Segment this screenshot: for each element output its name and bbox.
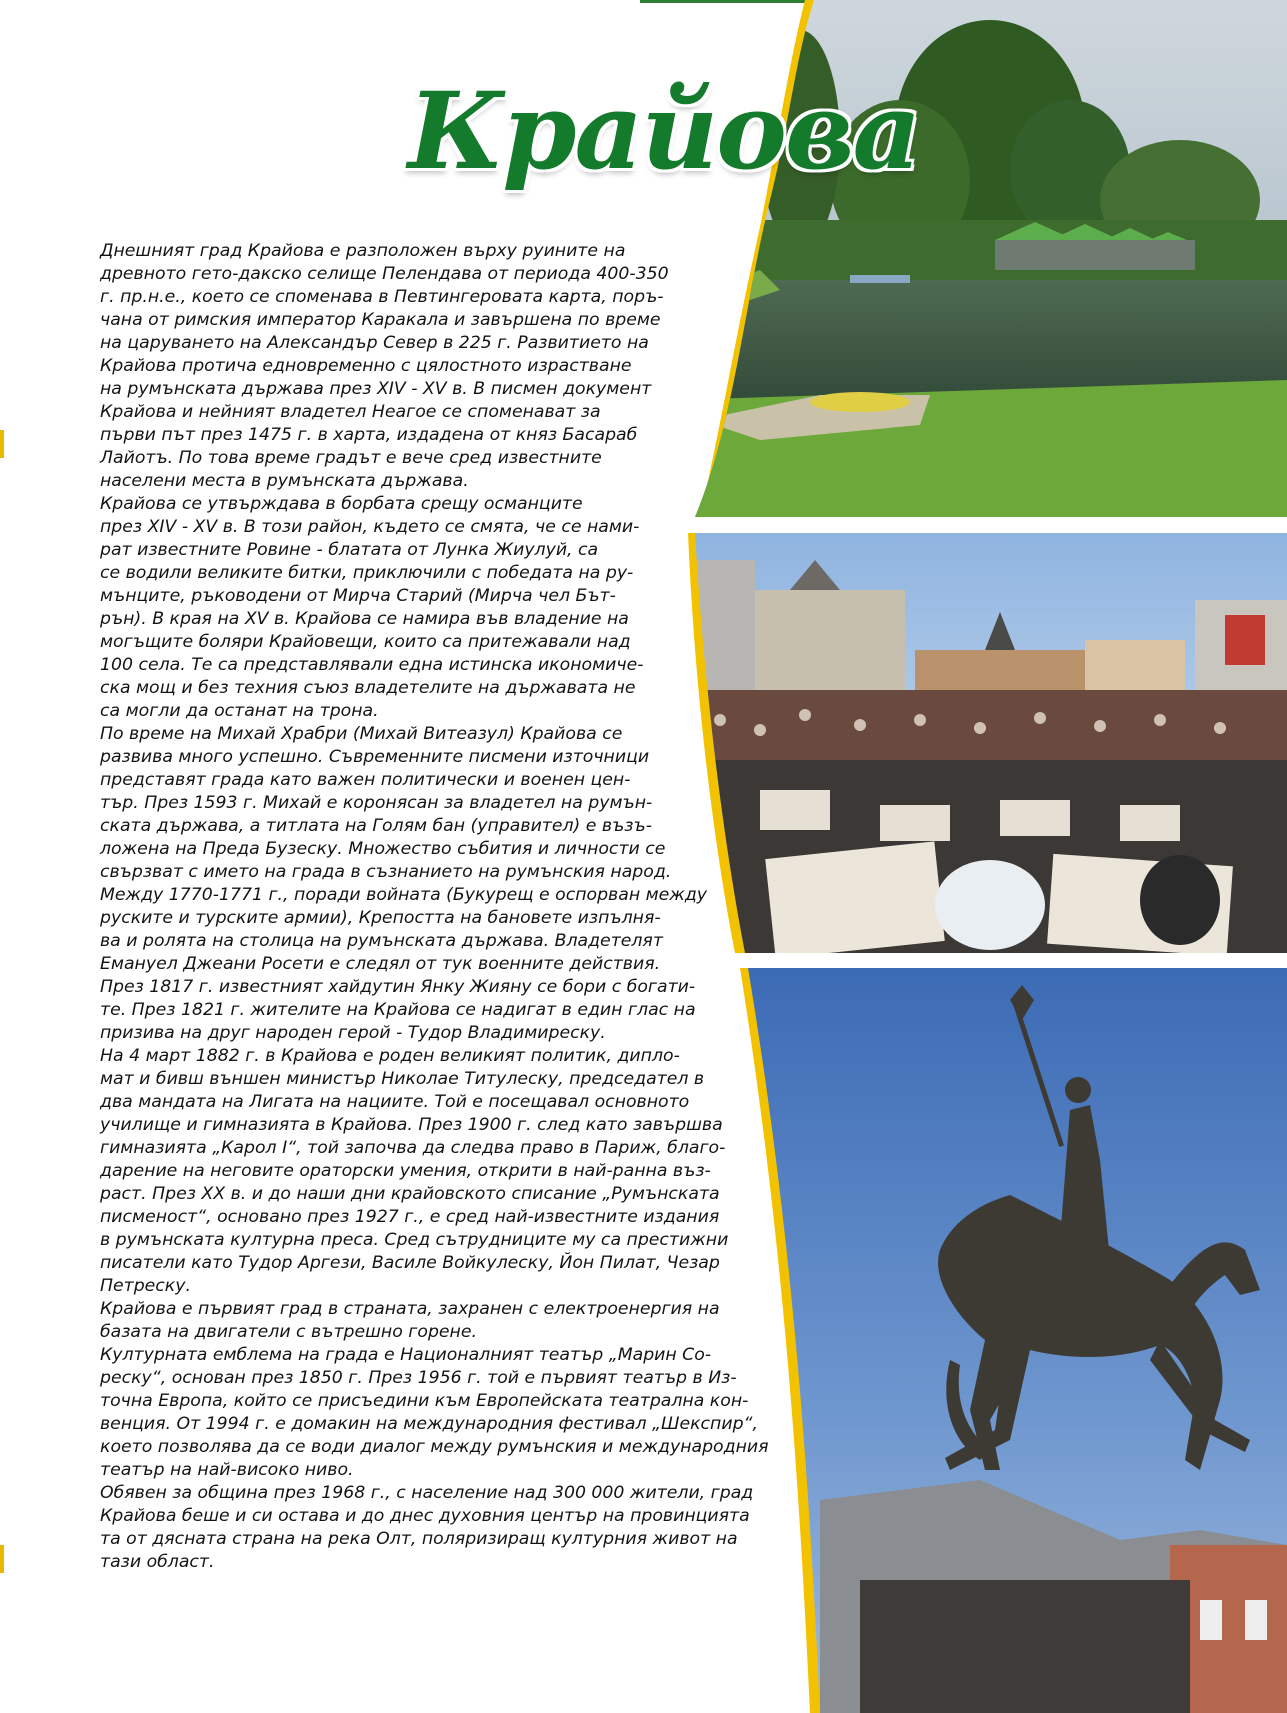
equestrian-statue-photo xyxy=(740,968,1287,1713)
paragraph: Обявен за община през 1968 г., с население над 300 000 жители, град Крайова беше и си остава и до днес духовния център на провинцията та от дясната страна на река Олт, поляризиращ културния живот на тази област. xyxy=(100,1483,754,1572)
article-body xyxy=(74,240,774,1574)
paragraph: Културната емблема на града е Националният театър „Марин Со- реску“, основан през 1850 г. През 1956 г. той е първият театър в Из- точна Европа, който се присъедини към Европейската театрална кон- венция. От 1994 г. е домакин на международния фестивал „Шекспир“, което позволява да се води диалог между румънския и международния театър на най-високо ниво. xyxy=(100,1345,769,1480)
page-title: Крайова xyxy=(408,68,920,193)
paragraph: Днешният град Крайова е разположен върху руините на древното гето-дакско селище Пелендава от периода 400-350 г. пр.н.е., което се споменава в Певтингеровата карта, поръ- чана от римския император Каракала и завършена по време на царуването на Александър Север в 225 г. Развитието на Крайова протича едновременно с цялостното израстване на румънската държава през XIV - XV в. В писмен документ Крайова и нейният владетел Неагое се споменават за първи път през 1475 г. в харта, издадена от княз Басараб Лайотъ. По това време градът е вече сред известните населени места в румънската държава. xyxy=(100,241,669,491)
paragraph: Крайова е първият град в страната, захранен с електроенергия на базата на двигатели с вътрешно горене. xyxy=(100,1299,720,1342)
paragraph: Крайова се утвърждава в борбата срещу османците през XIV - XV в. В този район, където се смята, че се нами- рат известните Ровине - блатата от Лунка Жиулуй, са се водили великите битки, приключили с победата на ру- мънците, ръководени от Мирча Старий (Мирча чел Бът- рън). В края на XV в. Крайова се намира във владение на могъщите боляри Крайовещи, които са притежавали над 100 села. Те са представлявали една истинска икономиче- ска мощ и без техния съюз владетелите на държавата не са могли да останат на трона. xyxy=(100,494,644,721)
paragraph: По време на Михай Храбри (Михай Витеазул) Крайова се развива много успешно. Съвременните писмени източници представят града като важен политически и военен цен- тър. През 1593 г. Михай е коронясан за владетел на румън- ската държава, а титлата на Голям бан (управител) е възъ- ложена на Преда Бузеску. Множество събития и личности се свързват с името на града в съзнанието на румънския народ. Между 1770-1771 г., поради войната (Букурещ е оспорван между руските и турските армии), Крепостта на бановете изпълня- ва и ролята на столица на румънската държава. Владетелят Емануел Джеани Росети е следял от тук военните действия. През 1817 г. известният хайдутин Янку Жияну се бори с богати- те. През 1821 г. жителите на Крайова се надигат в един глас на призива на друг народен герой - Тудор Владимиреску. xyxy=(100,724,708,1043)
paragraph: На 4 март 1882 г. в Крайова е роден великият политик, дипло- мат и бивш външен министър Николае Титулеску, председател в два мандата на Лигата на нациите. Той е посещавал основното училище и гимназията в Крайова. През 1900 г. след като завършва гимназията „Карол I“, той започва да следва право в Париж, благо- дарение на неговите ораторски умения, открити в най-ранна въз- раст. През XX в. и до наши дни крайовското списание „Румънската писменост“, основано през 1927 г., е сред най-известните издания в румънската културна преса. Сред сътрудниците му са престижни писатели като Тудор Аргези, Василе Войкулеску, Йон Пилат, Чезар Петреску. xyxy=(100,1046,729,1296)
